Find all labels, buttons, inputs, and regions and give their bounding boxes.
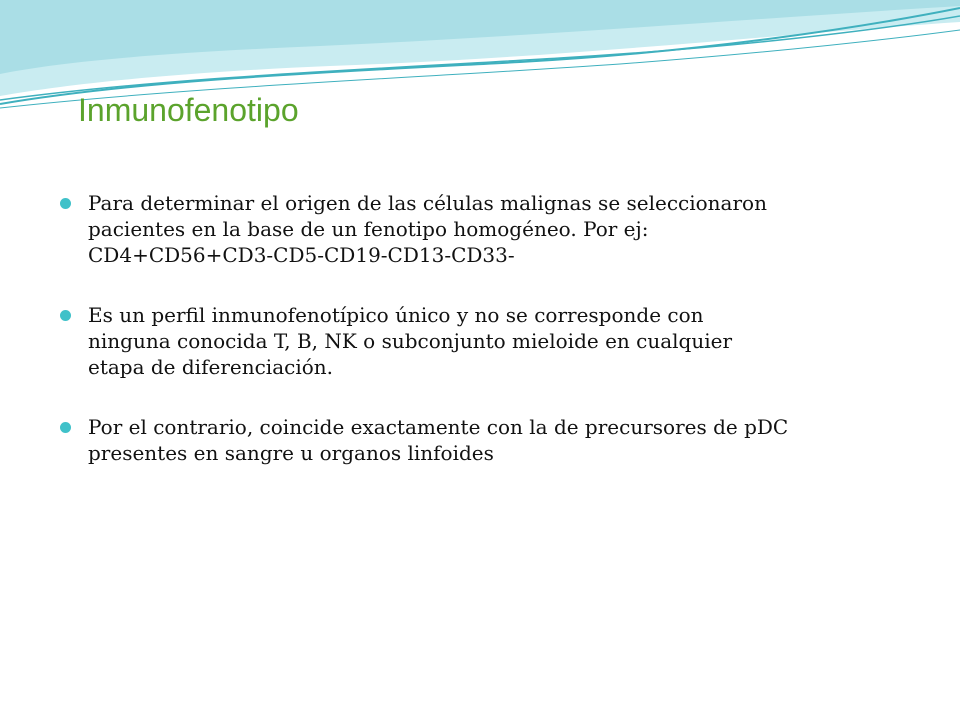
- bullet-dot-icon: [60, 198, 71, 209]
- bullet-dot-icon: [60, 422, 71, 433]
- bullet-text: [88, 302, 900, 380]
- bullet-line: Por el contrario, coincide exactamente con la de precursores de pDC: [88, 415, 789, 439]
- bullet-line: Para determinar el origen de las células malignas se seleccionaron: [88, 191, 767, 215]
- bullet-line: etapa de diferenciación.: [88, 355, 333, 379]
- bullet-line: presentes en sangre u organos linfoides: [88, 441, 494, 465]
- slide-title: Inmunofenotipo: [78, 92, 299, 128]
- bullet-item: [60, 190, 900, 268]
- bullet-line: Es un perfil inmunofenotípico único y no se corresponde con: [88, 303, 704, 327]
- bullet-text: [88, 190, 900, 268]
- bullet-text: [88, 414, 900, 466]
- bullet-line: CD4+CD56+CD3-CD5-CD19-CD13-CD33-: [88, 243, 515, 267]
- bullet-line: pacientes en la base de un fenotipo homogéneo. Por ej:: [88, 217, 649, 241]
- bullet-list: [60, 190, 900, 500]
- bullet-item: [60, 302, 900, 380]
- bullet-item: [60, 414, 900, 466]
- bullet-line: ninguna conocida T, B, NK o subconjunto mieloide en cualquier: [88, 329, 733, 353]
- bullet-dot-icon: [60, 310, 71, 321]
